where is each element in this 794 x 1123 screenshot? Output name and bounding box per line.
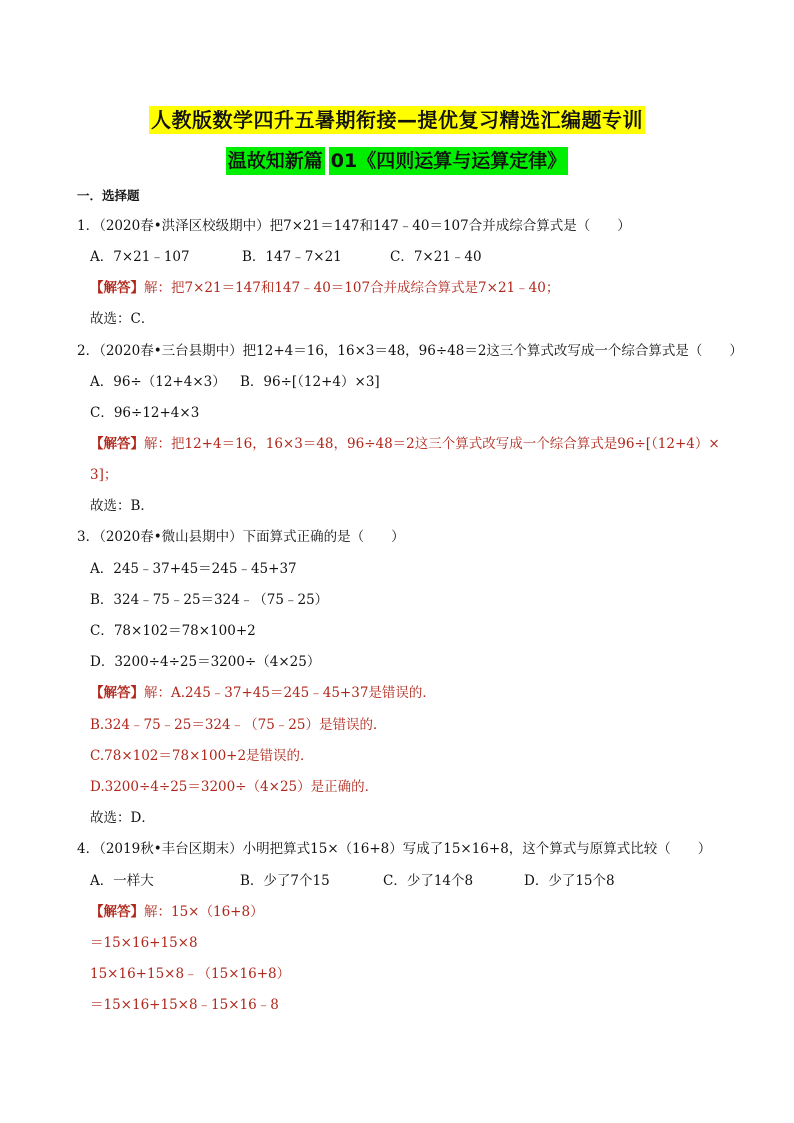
q4-option-a: A．一样大 xyxy=(90,873,154,889)
question-4-answer xyxy=(90,903,264,921)
document-subtitle xyxy=(0,146,794,173)
title-highlight: 人教版数学四升五暑期衔接—提优复习精选汇编题专训 xyxy=(151,108,643,132)
question-2-answer xyxy=(90,435,720,453)
question-1-choice: 故选：C． xyxy=(90,311,155,327)
question-2-choice: 故选：B． xyxy=(90,498,154,514)
q3-answer-line-4: D.3200÷4÷25＝3200÷（4×25）是正确的． xyxy=(90,779,379,795)
document-title xyxy=(0,104,794,133)
q2-option-c: C．96÷12+4×3 xyxy=(90,405,200,421)
question-3-stem: 3．（2020春•微山县期中）下面算式正确的是（ ） xyxy=(77,529,405,545)
q1-answer-text: 解：把7×21＝147和147﹣40＝107合并成综合算式是7×21﹣40； xyxy=(144,280,560,296)
q4-answer-line-1: 解：15×（16+8） xyxy=(144,904,264,920)
q3-answer-line-1: 解：A.245﹣37+45＝245﹣45+37是错误的． xyxy=(144,685,436,701)
answer-tag: 【解答】 xyxy=(90,280,144,296)
section-heading: 一．选择题 xyxy=(77,188,140,203)
question-4-stem: 4．（2019秋•丰台区期末）小明把算式15×（16+8）写成了15×16+8，这个算式与原算式比较（ ） xyxy=(77,841,712,857)
q3-option-b: B．324﹣75﹣25＝324﹣（75﹣25） xyxy=(90,592,329,608)
q1-option-c: C．7×21﹣40 xyxy=(390,249,482,265)
q3-answer-line-3: C.78×102＝78×100+2是错误的． xyxy=(90,748,314,764)
question-3-choice: 故选：D． xyxy=(90,810,155,826)
q4-answer-line-2: ＝15×16+15×8 xyxy=(90,935,198,951)
q4-answer-line-4: ＝15×16+15×8﹣15×16﹣8 xyxy=(90,997,279,1013)
question-2-stem: 2．（2020春•三台县期中）把12+4＝16，16×3＝48，96÷48＝2这三个算式改写成一个综合算式是（ ） xyxy=(77,343,743,359)
q1-option-b: B．147﹣7×21 xyxy=(242,249,342,265)
question-4-options xyxy=(90,872,615,890)
question-1-stem: 1．（2020春•洪泽区校级期中）把7×21＝147和147﹣40＝107合并成综合算式是（ ） xyxy=(77,218,631,234)
q3-option-a: A．245﹣37+45＝245﹣45+37 xyxy=(90,561,297,577)
q1-option-a: A．7×21﹣107 xyxy=(90,249,190,265)
answer-tag: 【解答】 xyxy=(90,904,144,920)
q2-option-a: A．96÷（12+4×3） xyxy=(90,374,226,390)
q4-option-b: B．少了7个15 xyxy=(240,873,330,889)
subtitle-part-b: 01《四则运算与运算定律》 xyxy=(329,147,568,175)
q4-answer-line-3: 15×16+15×8﹣（15×16+8） xyxy=(90,966,291,982)
question-1-answer xyxy=(90,279,559,297)
subtitle-part-a: 温故知新篇 xyxy=(226,147,325,175)
question-1-options xyxy=(90,248,482,266)
answer-tag: 【解答】 xyxy=(90,436,144,452)
q4-option-d: D．少了15个8 xyxy=(524,873,615,889)
q3-answer-line-2: B.324﹣75﹣25＝324﹣（75﹣25）是错误的． xyxy=(90,717,387,733)
q3-option-c: C．78×102＝78×100+2 xyxy=(90,623,256,639)
q4-option-c: C．少了14个8 xyxy=(383,873,474,889)
q3-option-d: D．3200÷4÷25＝3200÷（4×25） xyxy=(90,654,321,670)
q2-option-b: B．96÷[（12+4）×3] xyxy=(240,374,380,390)
question-3-answer xyxy=(90,684,436,702)
question-2-options-row1 xyxy=(90,373,380,391)
q2-answer-continued: 3]； xyxy=(90,467,118,483)
q2-answer-text: 解：把12+4＝16，16×3＝48，96÷48＝2这三个算式改写成一个综合算式是96÷[（12+4）× xyxy=(144,436,720,452)
answer-tag: 【解答】 xyxy=(90,685,144,701)
